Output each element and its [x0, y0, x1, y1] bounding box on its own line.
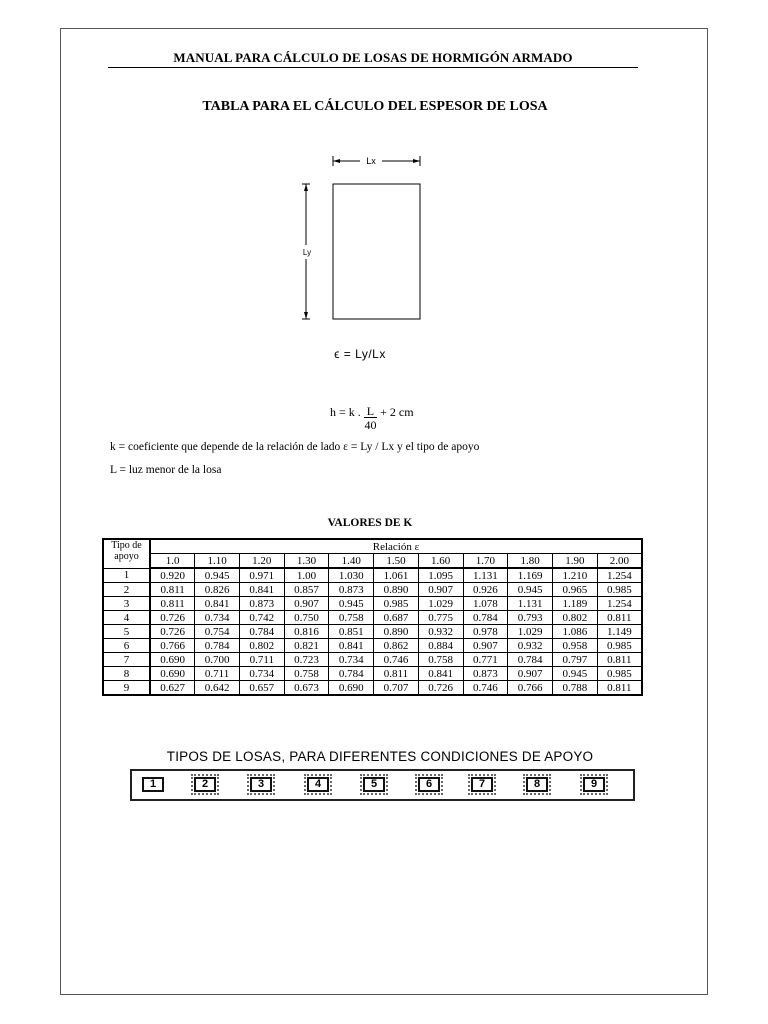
support-type-4: 4: [307, 777, 329, 792]
relacion-column-header: 1.0: [150, 554, 195, 569]
k-value-cell: 0.811: [150, 597, 195, 611]
k-value-cell: 0.734: [239, 667, 284, 681]
formula-lhs: h = k .: [330, 405, 361, 419]
k-value-cell: 0.811: [374, 667, 419, 681]
k-value-cell: 0.890: [374, 583, 419, 597]
k-value-cell: 0.851: [329, 625, 374, 639]
k-value-cell: 0.802: [239, 639, 284, 653]
k-value-cell: 0.971: [239, 568, 284, 583]
note-l-definition: L = luz menor de la losa: [110, 464, 222, 476]
relacion-column-header: 1.70: [463, 554, 508, 569]
k-value-cell: 0.707: [374, 681, 419, 696]
k-value-cell: 0.945: [195, 568, 240, 583]
tipo-apoyo-cell: 1: [103, 568, 150, 583]
k-value-cell: 0.758: [418, 653, 463, 667]
table-row: [103, 653, 642, 667]
k-value-cell: 1.00: [284, 568, 329, 583]
k-value-cell: 1.029: [418, 597, 463, 611]
k-value-cell: 0.754: [195, 625, 240, 639]
k-value-cell: 0.784: [463, 611, 508, 625]
support-type-7: 7: [471, 777, 493, 792]
support-types-strip: [130, 769, 635, 801]
k-value-cell: 0.884: [418, 639, 463, 653]
k-value-cell: 0.932: [508, 639, 553, 653]
header-rule: [108, 67, 638, 68]
k-value-cell: 0.841: [418, 667, 463, 681]
formula-rhs: + 2 cm: [380, 405, 414, 419]
k-value-cell: 0.784: [195, 639, 240, 653]
k-value-cell: 1.131: [463, 568, 508, 583]
k-value-cell: 0.784: [508, 653, 553, 667]
tipo-apoyo-cell: 7: [103, 653, 150, 667]
k-value-cell: 1.169: [508, 568, 553, 583]
k-value-cell: 0.734: [329, 653, 374, 667]
k-value-cell: 0.726: [150, 611, 195, 625]
relacion-header: Relación ε: [150, 539, 642, 554]
table-row: [103, 667, 642, 681]
k-value-cell: 1.210: [552, 568, 597, 583]
k-value-cell: 0.857: [284, 583, 329, 597]
tipo-apoyo-cell: 4: [103, 611, 150, 625]
k-value-cell: 0.811: [597, 653, 642, 667]
k-value-cell: 0.932: [418, 625, 463, 639]
table-row: [103, 625, 642, 639]
k-value-cell: 1.078: [463, 597, 508, 611]
k-value-cell: 0.985: [597, 583, 642, 597]
relacion-column-header: 1.30: [284, 554, 329, 569]
formula-numerator: L: [364, 405, 377, 418]
k-value-cell: 0.766: [508, 681, 553, 696]
k-value-cell: 0.793: [508, 611, 553, 625]
k-value-cell: 0.890: [374, 625, 419, 639]
k-value-cell: 0.811: [150, 583, 195, 597]
table-header-row-1: [103, 539, 642, 554]
table-row: [103, 681, 642, 696]
table-row: [103, 639, 642, 653]
k-value-cell: 0.797: [552, 653, 597, 667]
k-value-cell: 0.657: [239, 681, 284, 696]
k-value-cell: 0.711: [195, 667, 240, 681]
k-value-cell: 1.061: [374, 568, 419, 583]
k-value-cell: 0.978: [463, 625, 508, 639]
k-value-cell: 0.985: [374, 597, 419, 611]
table-row: [103, 597, 642, 611]
types-title: TIPOS DE LOSAS, PARA DIFERENTES CONDICIONES DE APOYO: [166, 749, 594, 764]
tipo-apoyo-cell: 5: [103, 625, 150, 639]
formula-fraction: [364, 405, 377, 432]
table-row: [103, 611, 642, 625]
k-value-cell: 0.862: [374, 639, 419, 653]
relacion-column-header: 1.50: [374, 554, 419, 569]
k-value-cell: 0.945: [552, 667, 597, 681]
k-value-cell: 0.746: [374, 653, 419, 667]
relacion-column-header: 1.20: [239, 554, 284, 569]
k-value-cell: 0.945: [329, 597, 374, 611]
slab-diagram: [296, 150, 436, 325]
table-row: [103, 568, 642, 583]
k-value-cell: 0.873: [463, 667, 508, 681]
k-value-cell: 0.766: [150, 639, 195, 653]
k-value-cell: 1.149: [597, 625, 642, 639]
k-value-cell: 0.726: [418, 681, 463, 696]
support-type-8: 8: [526, 777, 548, 792]
tipo-apoyo-header: Tipo de apoyo: [103, 539, 150, 568]
support-type-1: 1: [142, 777, 164, 792]
k-value-cell: 0.687: [374, 611, 419, 625]
relacion-column-header: 1.10: [195, 554, 240, 569]
k-value-cell: 1.095: [418, 568, 463, 583]
table-body: [103, 568, 642, 695]
relacion-column-header: 1.80: [508, 554, 553, 569]
k-value-cell: 0.690: [329, 681, 374, 696]
tipo-apoyo-cell: 9: [103, 681, 150, 696]
k-value-cell: 0.711: [239, 653, 284, 667]
table-row: [103, 583, 642, 597]
k-value-cell: 0.965: [552, 583, 597, 597]
lx-label: Lx: [366, 156, 376, 166]
k-value-cell: 0.690: [150, 667, 195, 681]
k-value-cell: 1.254: [597, 568, 642, 583]
k-value-cell: 0.750: [284, 611, 329, 625]
ly-label: Ly: [302, 248, 312, 257]
tipo-apoyo-cell: 6: [103, 639, 150, 653]
k-value-cell: 0.907: [284, 597, 329, 611]
k-value-cell: 0.873: [329, 583, 374, 597]
k-value-cell: 0.985: [597, 667, 642, 681]
relacion-column-header: 1.60: [418, 554, 463, 569]
table-header-row-2: [103, 554, 642, 569]
lx-arrow-left: [333, 159, 340, 163]
k-value-cell: 0.816: [284, 625, 329, 639]
slab-rectangle: [333, 184, 420, 319]
support-type-5: 5: [363, 777, 385, 792]
note-k-definition: k = coeficiente que depende de la relación de lado ε = Ly / Lx y el tipo de apoyo: [110, 441, 480, 453]
k-value-cell: 0.758: [284, 667, 329, 681]
k-value-cell: 0.742: [239, 611, 284, 625]
k-value-cell: 0.784: [239, 625, 284, 639]
k-value-cell: 0.821: [284, 639, 329, 653]
k-value-cell: 0.958: [552, 639, 597, 653]
k-values-table: [102, 538, 643, 696]
k-value-cell: 1.189: [552, 597, 597, 611]
k-value-cell: 0.811: [597, 681, 642, 696]
k-value-cell: 0.734: [195, 611, 240, 625]
support-type-6: 6: [418, 777, 440, 792]
k-value-cell: 0.985: [597, 639, 642, 653]
k-value-cell: 0.690: [150, 653, 195, 667]
k-value-cell: 0.775: [418, 611, 463, 625]
thickness-formula: [330, 405, 414, 432]
relacion-column-header: 1.40: [329, 554, 374, 569]
relacion-column-header: 2.00: [597, 554, 642, 569]
support-type-9: 9: [583, 777, 605, 792]
k-value-cell: 1.030: [329, 568, 374, 583]
ly-arrow-top: [304, 184, 308, 191]
k-value-cell: 0.673: [284, 681, 329, 696]
relacion-column-header: 1.90: [552, 554, 597, 569]
k-value-cell: 0.841: [239, 583, 284, 597]
k-value-cell: 0.700: [195, 653, 240, 667]
k-value-cell: 0.723: [284, 653, 329, 667]
k-value-cell: 1.029: [508, 625, 553, 639]
table-title: VALORES DE K: [327, 517, 413, 529]
support-type-3: 3: [250, 777, 272, 792]
k-value-cell: 0.802: [552, 611, 597, 625]
k-value-cell: 1.254: [597, 597, 642, 611]
tipo-apoyo-cell: 3: [103, 597, 150, 611]
k-value-cell: 0.826: [195, 583, 240, 597]
k-value-cell: 0.771: [463, 653, 508, 667]
k-value-cell: 0.841: [329, 639, 374, 653]
k-value-cell: 0.788: [552, 681, 597, 696]
header-title: MANUAL PARA CÁLCULO DE LOSAS DE HORMIGÓN ARMADO: [173, 50, 573, 65]
tipo-apoyo-cell: 2: [103, 583, 150, 597]
k-value-cell: 1.131: [508, 597, 553, 611]
k-value-cell: 0.627: [150, 681, 195, 696]
k-value-cell: 0.920: [150, 568, 195, 583]
k-value-cell: 0.907: [508, 667, 553, 681]
k-value-cell: 0.746: [463, 681, 508, 696]
k-value-cell: 1.086: [552, 625, 597, 639]
k-value-cell: 0.758: [329, 611, 374, 625]
k-value-cell: 0.926: [463, 583, 508, 597]
k-value-cell: 0.945: [508, 583, 553, 597]
k-value-cell: 0.784: [329, 667, 374, 681]
ratio-formula: ϵ = Ly/Lx: [334, 347, 386, 361]
tipo-apoyo-cell: 8: [103, 667, 150, 681]
formula-denominator: 40: [364, 418, 377, 432]
lx-arrow-right: [413, 159, 420, 163]
main-title: TABLA PARA EL CÁLCULO DEL ESPESOR DE LOSA: [202, 99, 548, 114]
support-type-2: 2: [194, 777, 216, 792]
k-value-cell: 0.642: [195, 681, 240, 696]
ly-arrow-bottom: [304, 312, 308, 319]
k-value-cell: 0.907: [463, 639, 508, 653]
k-value-cell: 0.907: [418, 583, 463, 597]
k-value-cell: 0.726: [150, 625, 195, 639]
slab-diagram-svg: [296, 150, 436, 325]
k-value-cell: 0.841: [195, 597, 240, 611]
k-value-cell: 0.811: [597, 611, 642, 625]
k-value-cell: 0.873: [239, 597, 284, 611]
